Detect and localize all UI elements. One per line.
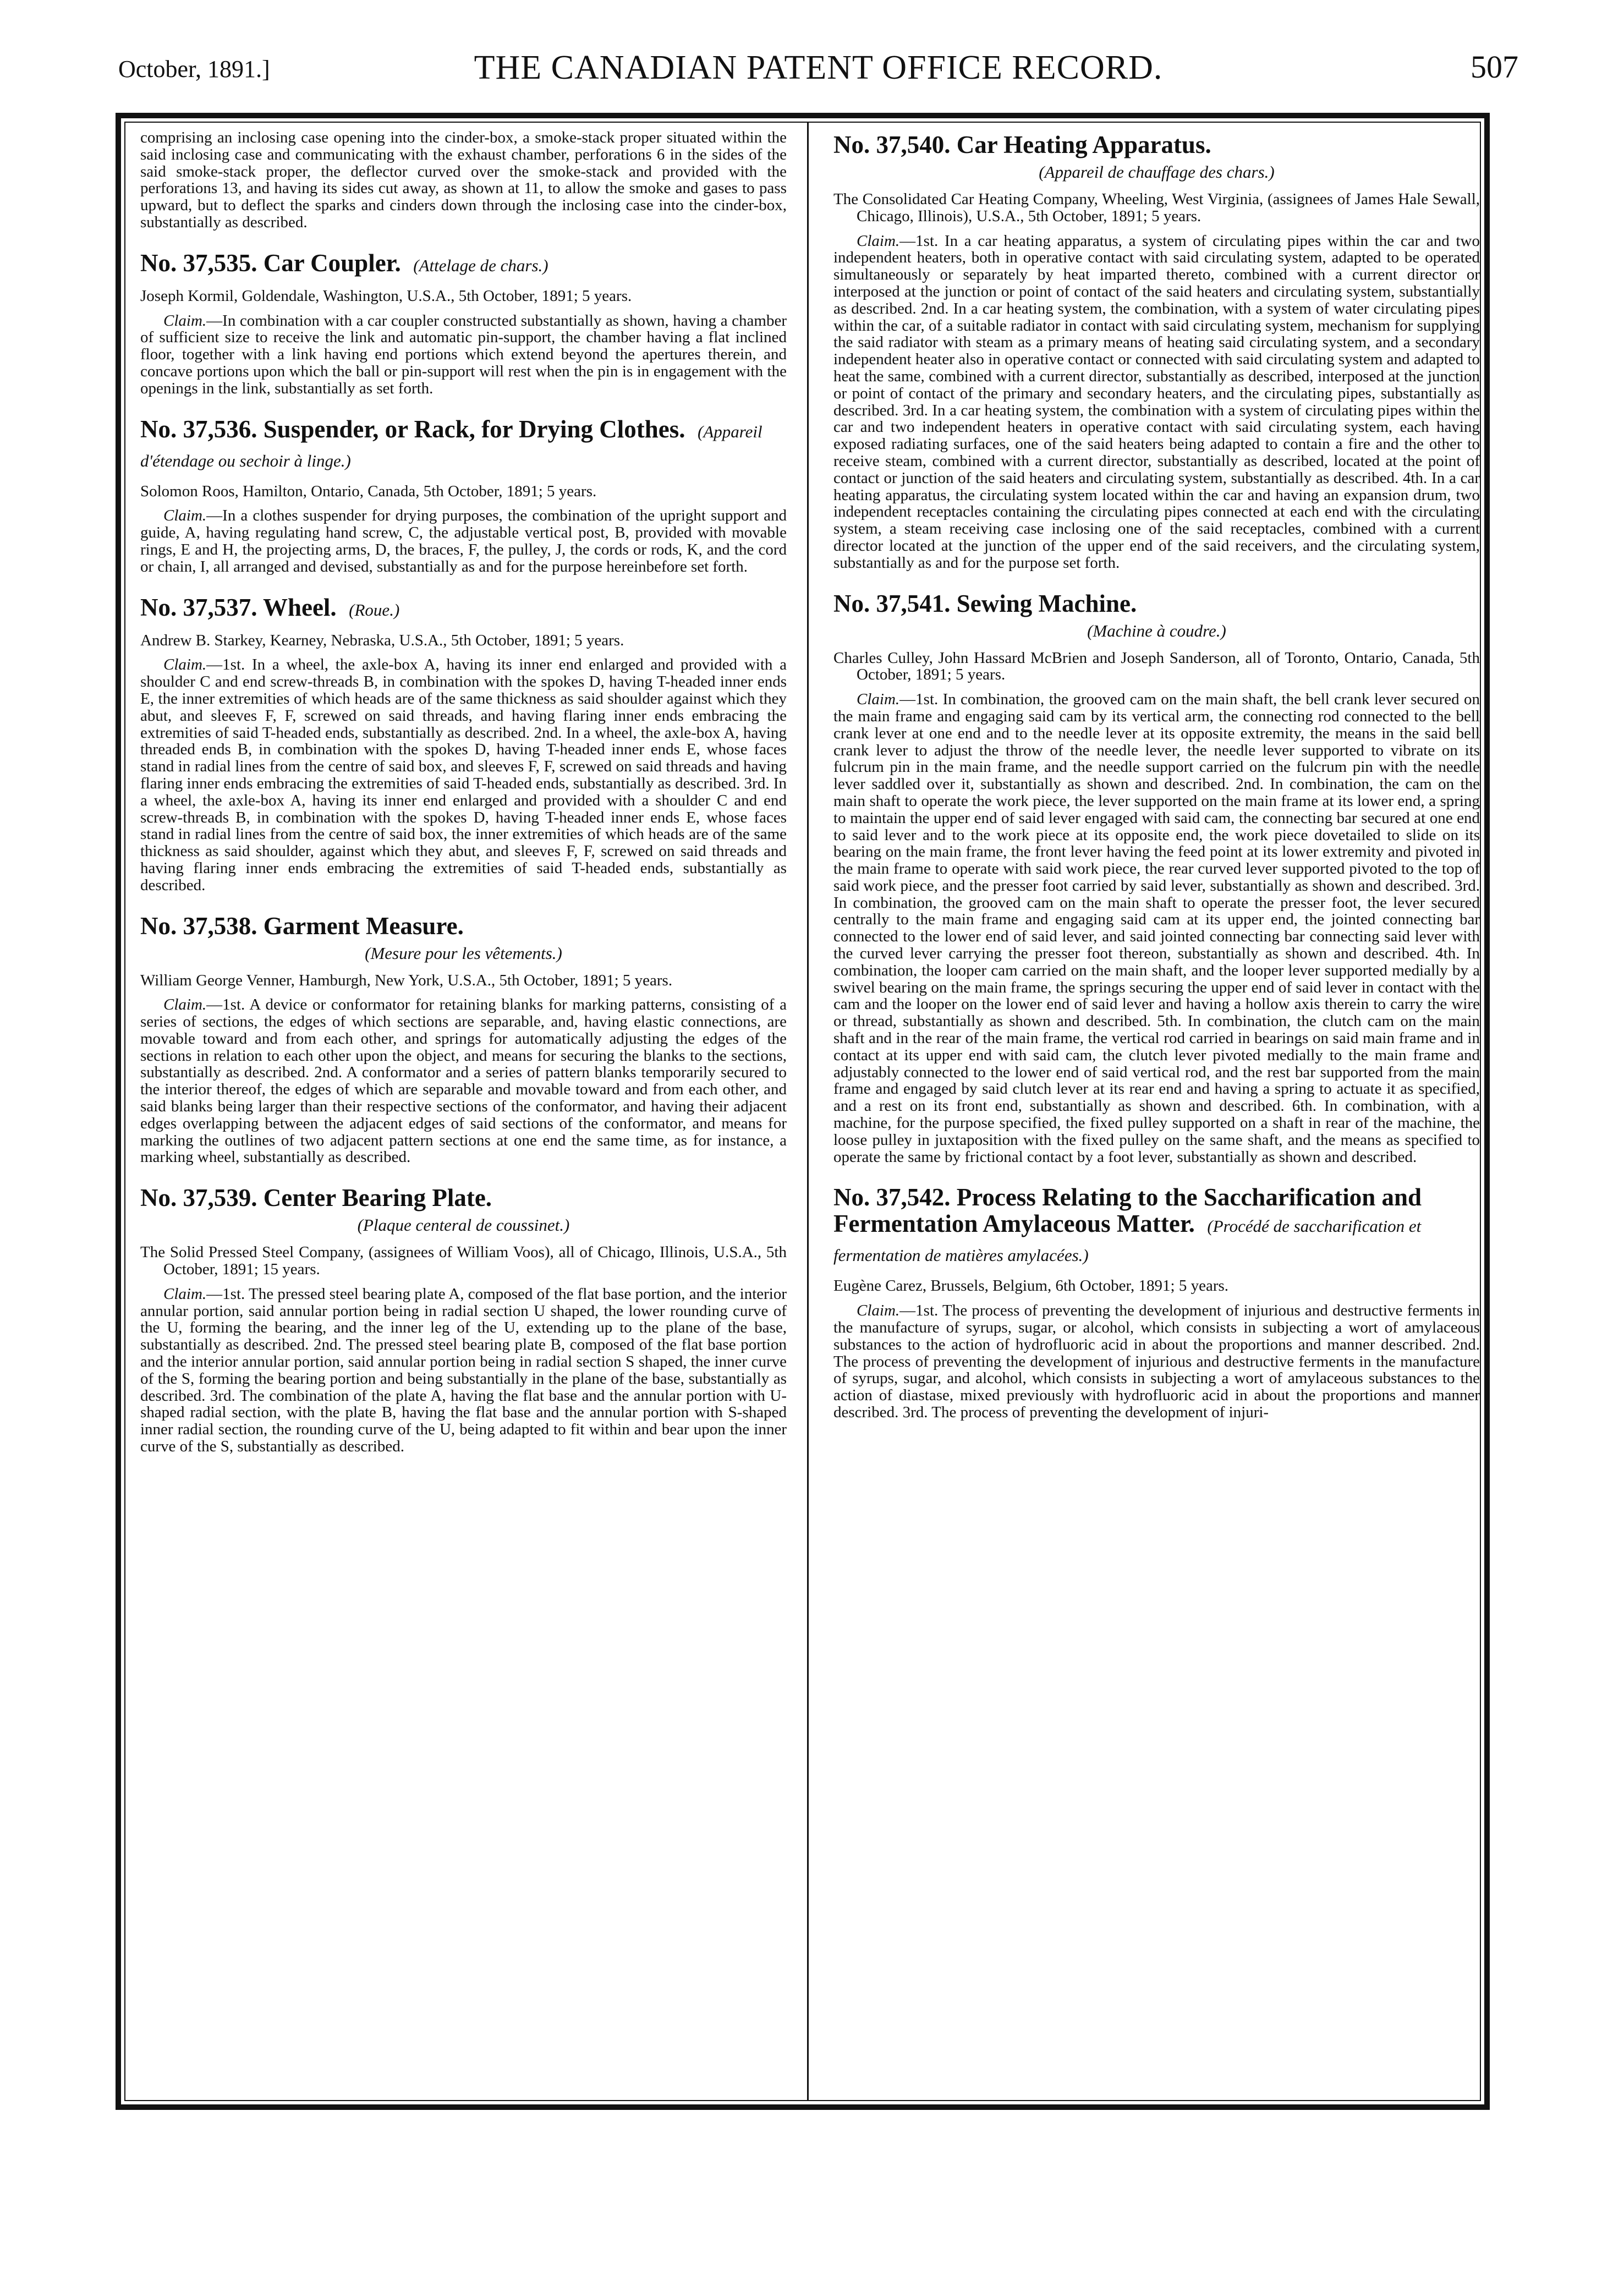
patent-heading [140, 594, 787, 623]
patent-claim [833, 691, 1480, 1165]
left-column [140, 129, 787, 2096]
patent-translation: (Procédé de saccharification et fermentation de matières amylacées.) [833, 1216, 1422, 1265]
patent-heading [833, 1184, 1480, 1269]
patent-name: Suspender, or Rack, for Drying Clothes. [263, 415, 685, 443]
patent-claim [833, 233, 1480, 572]
page-header [118, 39, 1518, 99]
patent-translation: (Mesure pour les vêtements.) [365, 943, 562, 963]
patent-grantee: Andrew B. Starkey, Kearney, Nebraska, U.S.A., 5th October, 1891; 5 years. [140, 631, 624, 649]
patent-translation: (Attelage de chars.) [413, 255, 548, 275]
patent-37538 [140, 913, 787, 1166]
patent-number: No. 37,538. [140, 912, 257, 940]
claim-label: Claim. [163, 996, 207, 1014]
claim-text: —In combination with a car coupler constructed substantially as shown, having a chamber of sufficient size to receive the link and automatic pin-support, the chamber having a flat inclined floor, together with a link having end portions which extend beyond the apertures therein, and concave portions upon which the ball or pin-support will rest when the pin is in engagement with the openings in the link, substantially as set forth. [140, 311, 787, 397]
patent-grantee: Solomon Roos, Hamilton, Ontario, Canada, 5th October, 1891; 5 years. [140, 482, 597, 500]
right-column [833, 129, 1480, 2096]
patent-heading [833, 590, 1480, 617]
patent-37537 [140, 594, 787, 894]
patent-grantee: The Solid Pressed Steel Company, (assignees of William Voos), all of Chicago, Illinois, U.S.A., 5th October, 1891; 15 years. [140, 1243, 787, 1279]
patent-name: Sewing Machine. [956, 589, 1137, 617]
patent-number: No. 37,541. [833, 589, 951, 617]
journal-title: THE CANADIAN PATENT OFFICE RECORD. [474, 49, 1163, 86]
patent-name: Process Relating to the Saccharification and Fermentation Amylaceous Matter. [833, 1183, 1422, 1238]
claim-text: —1st. The pressed steel bearing plate A, composed of the flat base portion, and the interior annular portion, said annular portion being in radial section U shaped, the lower rounding curve of the U, forming the bearing, and the inner leg of the U, extending up to the plane of the base, substantially as described. 2nd. The pressed steel bearing plate B, composed of the flat base portion and the interior annular portion, said annular portion being in radial section S shaped, the inner curve of the S, forming the bearing portion and being substantially in the plane of the base, substantially as described. 3rd. The combination of the plate A, having the flat base and the annular portion with U-shaped radial section, with the plate B, having the flat base and the annular portion with S-shaped inner radial section, the rounding curve of the U, being adapted to fit within and bear upon the inner curve of the S, substantially as described. [140, 1285, 787, 1456]
patent-grantee: Joseph Kormil, Goldendale, Washington, U.S.A., 5th October, 1891; 5 years. [140, 287, 632, 305]
patent-number: No. 37,536. [140, 415, 257, 443]
patent-claim [140, 996, 787, 1166]
patent-name: Center Bearing Plate. [263, 1184, 492, 1212]
patent-grantee: Eugène Carez, Brussels, Belgium, 6th October, 1891; 5 years. [833, 1277, 1229, 1295]
patent-heading [140, 250, 787, 279]
patent-claim [833, 1302, 1480, 1421]
patent-number: No. 37,542. [833, 1183, 951, 1211]
patent-claim [140, 656, 787, 893]
issue-date: October, 1891.] [118, 56, 270, 83]
patent-name: Wheel. [262, 593, 337, 621]
patent-number: No. 37,537. [140, 593, 257, 621]
patent-37535 [140, 250, 787, 397]
patent-name: Garment Measure. [263, 912, 464, 940]
claim-label: Claim. [163, 1285, 207, 1303]
patent-translation: (Roue.) [349, 600, 400, 619]
patent-grantee: The Consolidated Car Heating Company, Wheeling, West Virginia, (assignees of James Hale Sewall, Chicago, Illinois), U.S.A., 5th October, 1891; 5 years. [833, 190, 1480, 225]
patent-heading [140, 913, 787, 939]
patent-37541 [833, 590, 1480, 1166]
continued-claim: comprising an inclosing case opening into the cinder-box, a smoke-stack proper situated within the said inclosing case and communicating with the exhaust chamber, perforations 6 in the sides of the said smoke-stack proper, the deflector curved over the smoke-stack and provided with the perforations 13, and having its sides cut away, as shown at 11, to allow the smoke and gases to pass upward, but to deflect the sparks and cinders down through the inclosing case into the cinder-box, substantially as described. [140, 129, 787, 231]
page-number: 507 [1471, 49, 1518, 85]
claim-label: Claim. [857, 690, 900, 709]
patent-translation: (Plaque centeral de coussinet.) [357, 1215, 570, 1235]
patent-claim [140, 507, 787, 575]
claim-label: Claim. [163, 507, 207, 525]
claim-text: —1st. In a wheel, the axle-box A, having its inner end enlarged and provided with a shoulder C and end screw-threads B, in combination with the spokes D, having T-headed inner ends E, the inner extremities of which heads are of the same thickness as said shoulder against which they abut, and sleeves F, F, screwed on said threads, and having flaring inner ends embracing the extremities of said T-headed ends, substantially as described. 2nd. In a wheel, the axle-box A, having threaded ends B, in combination with the spokes D, having T-headed inner ends E, whose faces stand in radial lines from the centre of said box, and sleeves F, F, screwed on said threads and having flaring inner ends embracing the extremities of said T-headed ends, substantially as described. 3rd. In a wheel, the axle-box A, having its inner end enlarged and provided with a shoulder C and end screw-threads B, in combination with the spokes D, having T-headed inner ends E, whose faces stand in radial lines from the centre of said box, the inner extremities of which heads are of the same thickness as said shoulder, against which they abut, and sleeves F, F, screwed on said threads and having flaring inner ends embracing the extremities of said T-headed ends, substantially as described. [140, 656, 787, 894]
patent-number: No. 37,539. [140, 1184, 257, 1212]
column-divider [807, 122, 809, 2100]
patent-claim [140, 312, 787, 397]
patent-37539 [140, 1185, 787, 1455]
patent-translation: (Appareil d'étendage ou sechoir à linge.) [140, 421, 762, 470]
patent-heading [833, 131, 1480, 158]
claim-text: —1st. In combination, the grooved cam on the main shaft, the bell crank lever secured on the main frame and engaging said cam by its vertical arm, the connecting rod connected to the bell crank lever at one end and to the needle lever at its opposite extremity, the means in the said bell crank lever to adjust the throw of the needle lever, the needle lever supported to vibrate on its fulcrum pin in the main frame, and the needle support carried on the fulcrum pin with the needle lever saddled over it, substantially as shown and described. 2nd. In combination, the cam on the main shaft to operate the work piece, the lever supported on the main frame at its lower end, a spring to maintain the upper end of said lever engaged with said cam, the connecting bar secured at one end to said lever and to the work piece at its opposite end, the work piece dovetailed to slide on its bearing on the main frame, the front lever having the feed point at its lower extremity and pivoted in the main frame to operate with said work piece, the rear curved lever supported pivoted to the top of said work piece, and the presser foot carried by said lever, substantially as shown and described. 3rd. In combination, the grooved cam on the main shaft to operate the presser foot, the lever secured centrally to the main frame and engaging said cam at its upper end, the jointed connecting bar connected to the lower end of said lever, and said jointed connecting bar connecting said lever with the curved lever carrying the presser foot thereon, substantially as shown and described. 4th. In combination, the looper cam carried on the main shaft, and the looper lever supported medially by a swivel bearing on the main frame, the springs securing the upper end of said lever in contact with the cam and the looper on the lower end of said lever and having a hollow axis therein to carry the wire or thread, substantially as shown and described. 5th. In combination, the clutch cam on the main shaft and in the rear of the main frame, the vertical rod carried in bearings on said main frame and in contact at its upper end with said cam, the clutch lever pivoted medially to the main frame and adjustably connected to the lower end of said vertical rod, and the rest bar supported from the main frame and engaged by said clutch lever at its rear end and having a spring to actuate it as specified, and a rest on its front end, substantially as shown and described. 6th. In combination, with a machine, for the purpose specified, the fixed pulley supported on a shaft in rear of the machine, the loose pulley in juxtaposition with the fixed pulley on the same shaft, and the means as specified to operate the same by frictional contact by a foot lever, substantially as shown and described. [833, 690, 1480, 1166]
patent-grantee: William George Venner, Hamburgh, New York, U.S.A., 5th October, 1891; 5 years. [140, 971, 673, 989]
claim-text: —In a clothes suspender for drying purposes, the combination of the upright support and guide, A, having regulating hand screw, C, the adjustable vertical post, B, provided with movable rings, E and H, the projecting arms, D, the braces, F, the pulley, J, the cords or rods, K, and the cord or chain, I, all arranged and devised, substantially as and for the purpose hereinbefore set forth. [140, 507, 787, 575]
claim-label: Claim. [163, 656, 207, 674]
claim-label: Claim. [857, 1302, 900, 1320]
patent-37542 [833, 1184, 1480, 1421]
patent-name: Car Heating Apparatus. [956, 131, 1211, 158]
patent-heading [140, 1185, 787, 1211]
patent-claim [140, 1286, 787, 1455]
claim-text: —1st. A device or conformator for retaining blanks for marking patterns, consisting of a series of sections, the edges of which sections are separable, and, having elastic connections, are movable toward and from each other, and springs for automatically adjusting the edges of the sections in relation to each other upon the object, and means for securing the blanks to the sections, substantially as described. 2nd. A conformator and a series of pattern blanks temporarily secured to the interior thereof, the edges of which are separable and movable toward and from each other, and said blanks being larger than their respective sections of the conformator, and having their adjacent edges overlapping between the adjacent edges of said sections of the conformator, and means for marking the outlines of two adjacent pattern sections at one end the same time, as for instance, a marking wheel, substantially as described. [140, 996, 787, 1166]
patent-translation: (Appareil de chauffage des chars.) [1039, 162, 1275, 182]
patent-number: No. 37,535. [140, 249, 257, 277]
claim-text: —1st. The process of preventing the development of injurious and destructive ferments in the manufacture of syrups, sugar, or alcohol, which consists in subjecting a wort of amylaceous substances to the action of hydrofluoric acid in about the proportions and manner described. 2nd. The process of preventing the development of injurious and destructive ferments in the manufacture of syrups, sugar, and alcohol, which consists in subjecting a wort of amylaceous substances to the action of diastase, mixed previously with hydrofluoric acid in about the proportions and manner described. 3rd. The process of preventing the development of injuri- [833, 1302, 1480, 1422]
claim-label: Claim. [857, 232, 900, 250]
patent-name: Car Coupler. [263, 249, 401, 277]
patent-translation: (Machine à coudre.) [1087, 621, 1226, 640]
patent-37536 [140, 416, 787, 575]
patent-number: No. 37,540. [833, 131, 951, 158]
patent-heading [140, 416, 787, 474]
claim-text: —1st. In a car heating apparatus, a system of circulating pipes within the car and two independent heaters, both in operative contact with said circulating system, adapted to be operated simultaneously or separately by heat imparted thereto, combined with a current director or interposed at the junction or point of contact of the said heaters and circulating system, substantially as described. 2nd. In a car heating system, the combination, with a system of water circulating pipes within the car, of a suitable radiator in contact with said circulating system, mechanism for supplying the said radiator with steam as a primary means of heating said circulating system, and a secondary independent heater also in operative contact or connected with said circulating system and adapted to heat the same, combined with a current director, substantially as described, interposed at the junction or point of contact of the primary and secondary heaters, and the circulating pipes, substantially as described. 3rd. In a car heating system, the combination with a system of circulating pipes within the car and two independent heaters in operative contact with said circulating system, each having exposed radiating surfaces, one of the said heaters being adapted to contain a fire and the other to receive steam, combined with a current director, substantially as described, located at the point of contact or junction of the said heaters and circulating system, substantially as described. 4th. In a car heating apparatus, the circulating system located within the car and having an expansion drum, two independent receptacles containing the circulating pipes connected at each end with the circulating system, a steam receiving case inclosing one of the said receptacles, combined with a current director located at the junction of the upper end of the said receivers, and the circulating system, substantially as and for the purpose set forth. [833, 232, 1480, 572]
patent-37540 [833, 131, 1480, 572]
patent-grantee: Charles Culley, John Hassard McBrien and Joseph Sanderson, all of Toronto, Ontario, Canada, 5th October, 1891; 5 years. [833, 649, 1480, 684]
claim-label: Claim. [163, 311, 207, 330]
